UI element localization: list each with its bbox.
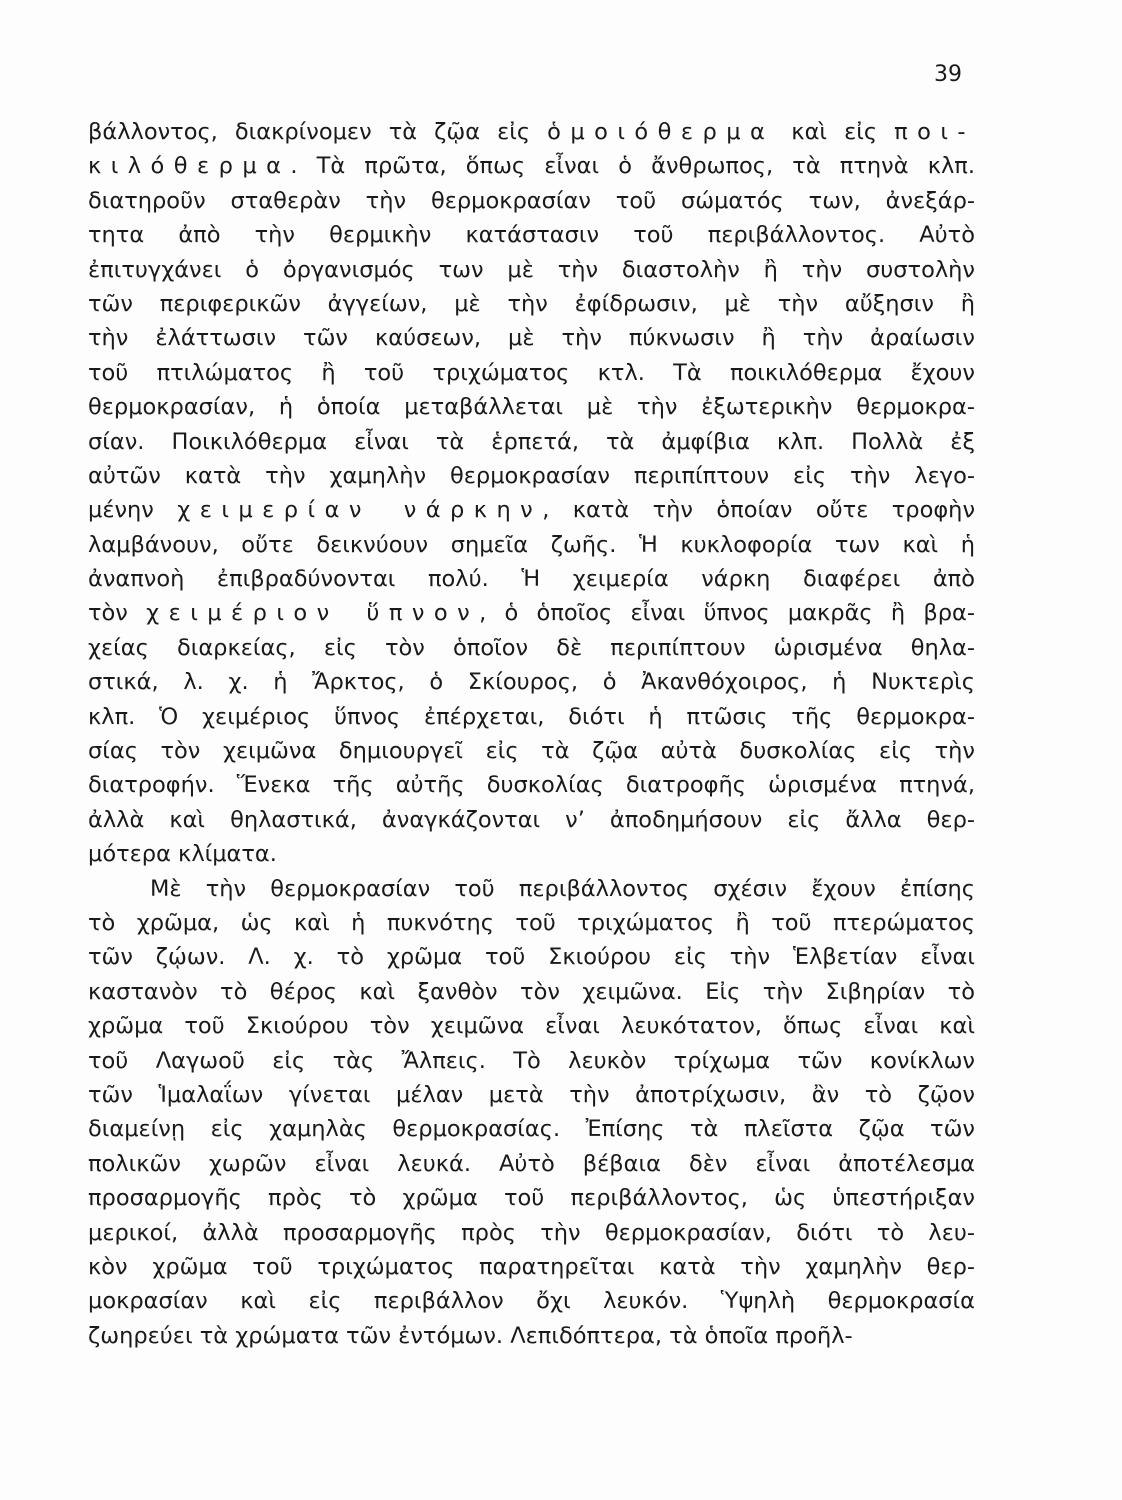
text-run: αὐτῶν κατὰ τὴν χαμηλὴν θερμοκρασίαν περιπίπτουν εἰς τὴν λεγο- (88, 462, 975, 489)
text-run: διατηροῦν σταθερὰν τὴν θερμοκρασίαν τοῦ σώματός των, ἀνεξάρ- (88, 187, 975, 214)
text-line (88, 1009, 975, 1043)
text-run: σίας τὸν χειμῶνα δημιουργεῖ εἰς τὰ ζῷα αὐτὰ δυσκολίας εἰς τὴν (88, 738, 975, 765)
text-line (88, 562, 975, 596)
text-run: . Τὰ πρῶτα, ὅπως εἶναι ὁ ἄνθρωπος, τὰ πτηνὰ κλπ. (290, 153, 975, 180)
text-line (88, 390, 975, 424)
text-line (88, 665, 975, 699)
text-line (88, 1250, 975, 1284)
text-line (88, 425, 975, 459)
text-run: τὴν ἐλάττωσιν τῶν καύσεων, μὲ τὴν πύκνωσιν ἢ τὴν ἀραίωσιν (88, 325, 975, 352)
spaced-emphasis: κιλόθερμα (88, 153, 291, 180)
text-run: τῶν περιφερικῶν ἀγγείων, μὲ τὴν ἐφίδρωσιν, μὲ τὴν αὔξησιν ἢ (88, 290, 975, 317)
text-line (88, 596, 975, 630)
text-line (88, 184, 975, 218)
text-line (88, 253, 975, 287)
text-run: τῶν ζῴων. Λ. χ. τὸ χρῶμα τοῦ Σκιούρου εἰς τὴν Ἑλβετίαν εἶναι (88, 944, 975, 971)
text-run: μένην (88, 497, 178, 524)
text-run: ἐπιτυγχάνει ὁ ὀργανισμός των μὲ τὴν διαστολὴν ἢ τὴν συστολὴν (88, 256, 975, 283)
text-run: ἀναπνοὴ ἐπιβραδύνονται πολύ. Ἡ χειμερία νάρκη διαφέρει ἀπὸ (88, 566, 975, 593)
text-line (88, 218, 975, 252)
text-run: κλπ. Ὁ χειμέριος ὕπνος ἐπέρχεται, διότι ἡ πτῶσις τῆς θερμοκρα- (88, 703, 975, 730)
text-run: χρῶμα τοῦ Σκιούρου τὸν χειμῶνα εἶναι λευκότατον, ὅπως εἶναι καὶ (88, 1013, 975, 1040)
text-run: μοκρασίαν καὶ εἰς περιβάλλον ὄχι λευκόν. Ὑψηλὴ θερμοκρασία (88, 1288, 975, 1315)
text-line (88, 837, 975, 871)
text-run: σίαν. Ποικιλόθερμα εἶναι τὰ ἑρπετά, τὰ ἀμφίβια κλπ. Πολλὰ ἐξ (88, 428, 975, 455)
text-line (88, 803, 975, 837)
body-text (88, 115, 975, 1353)
text-run: καὶ εἰς (774, 119, 895, 145)
text-run: χείας διαρκείας, εἰς τὸν ὁποῖον δὲ περιπίπτουν ὡρισμένα θηλα- (88, 634, 975, 661)
text-line (88, 1319, 975, 1353)
text-run: τοῦ πτιλώματος ἢ τοῦ τριχώματος κτλ. Τὰ ποικιλόθερμα ἔχουν (88, 359, 975, 386)
spaced-emphasis: χειμέριον ὕπνον (146, 600, 480, 627)
text-run: , κατὰ τὴν ὁποίαν οὔτε τροφὴν (542, 497, 975, 524)
text-line (88, 872, 975, 906)
text-line (88, 1112, 975, 1146)
text-line (88, 356, 975, 390)
text-run: τὸ χρῶμα, ὡς καὶ ἡ πυκνότης τοῦ τριχώματος ἢ τοῦ πτερώματος (88, 909, 975, 936)
text-run: λαμβάνουν, οὔτε δεικνύουν σημεῖα ζωῆς. Ἡ κυκλοφορία των καὶ ἡ (88, 531, 975, 558)
page-number: 39 (934, 62, 962, 87)
text-run: στικά, λ. χ. ἡ Ἄρκτος, ὁ Σκίουρος, ὁ Ἀκανθόχοιρος, ἡ Νυκτερὶς (88, 669, 975, 696)
text-run: μερικοί, ἀλλὰ προσαρμογῆς πρὸς τὴν θερμοκρασίαν, διότι τὸ λευ- (88, 1219, 975, 1246)
text-line (88, 459, 975, 493)
text-line (88, 906, 975, 940)
text-line (88, 975, 975, 1009)
text-line (88, 940, 975, 974)
text-line (88, 1147, 975, 1181)
text-run: τὸν (88, 600, 147, 627)
text-run: τοῦ Λαγωοῦ εἰς τὰς Ἄλπεις. Τὸ λευκὸν τρίχωμα τῶν κονίκλων (88, 1047, 975, 1074)
text-run: θερμοκρασίαν, ἡ ὁποία μεταβάλλεται μὲ τὴν ἐξωτερικὴν θερμοκρα- (88, 394, 975, 421)
text-run: τῶν Ἱμαλαΐων γίνεται μέλαν μετὰ τὴν ἀποτρίχωσιν, ἂν τὸ ζῷον (88, 1081, 975, 1108)
spaced-emphasis: ποι- (894, 119, 975, 145)
text-line (88, 321, 975, 355)
text-run: προσαρμογῆς πρὸς τὸ χρῶμα τοῦ περιβάλλοντος, ὡς ὑπεστήριξαν (88, 1185, 975, 1212)
text-line (88, 1181, 975, 1215)
text-run: διαμείνῃ εἰς χαμηλὰς θερμοκρασίας. Ἐπίσης τὰ πλεῖστα ζῷα τῶν (88, 1116, 975, 1143)
text-run: ἀλλὰ καὶ θηλαστικά, ἀναγκάζονται ν’ ἀποδημήσουν εἰς ἄλλα θερ- (88, 806, 975, 833)
text-line (88, 1284, 975, 1318)
text-line (88, 1044, 975, 1078)
spaced-emphasis: ὁμοιόθερμα (547, 119, 775, 145)
text-line (88, 631, 975, 665)
text-run: βάλλοντος, διακρίνομεν τὰ ζῷα εἰς (88, 119, 548, 145)
paragraph-1 (88, 115, 975, 872)
text-run: κὸν χρῶμα τοῦ τριχώματος παρατηρεῖται κατὰ τὴν χαμηλὴν θερ- (88, 1253, 975, 1280)
text-run: , ὁ ὁποῖος εἶναι ὕπνος μακρᾶς ἢ βρα- (479, 600, 975, 627)
text-line (88, 700, 975, 734)
paragraph-2 (88, 872, 975, 1353)
text-line (88, 287, 975, 321)
text-line (88, 493, 975, 527)
text-run: τητα ἀπὸ τὴν θερμικὴν κατάστασιν τοῦ περιβάλλοντος. Αὐτὸ (88, 222, 975, 249)
text-run: πολικῶν χωρῶν εἶναι λευκά. Αὐτὸ βέβαια δὲν εἶναι ἀποτέλεσμα (88, 1150, 975, 1177)
text-run: μότερα κλίματα. (88, 841, 277, 868)
text-run: Μὲ τὴν θερμοκρασίαν τοῦ περιβάλλοντος σχέσιν ἔχουν ἐπίσης (150, 875, 975, 902)
text-line (88, 528, 975, 562)
spaced-emphasis: χειμερίαν νάρκην (177, 497, 543, 524)
text-line (88, 768, 975, 802)
text-line (88, 115, 975, 149)
text-run: καστανὸν τὸ θέρος καὶ ξανθὸν τὸν χειμῶνα. Εἰς τὴν Σιβηρίαν τὸ (88, 978, 975, 1005)
text-line (88, 734, 975, 768)
text-line (88, 1078, 975, 1112)
text-run: ζωηρεύει τὰ χρώματα τῶν ἐντόμων. Λεπιδόπτερα, τὰ ὁποῖα προῆλ- (88, 1322, 853, 1349)
text-run: διατροφήν. Ἕνεκα τῆς αὐτῆς δυσκολίας διατροφῆς ὡρισμένα πτηνά, (88, 772, 975, 799)
text-line (88, 1216, 975, 1250)
text-line (88, 149, 975, 183)
